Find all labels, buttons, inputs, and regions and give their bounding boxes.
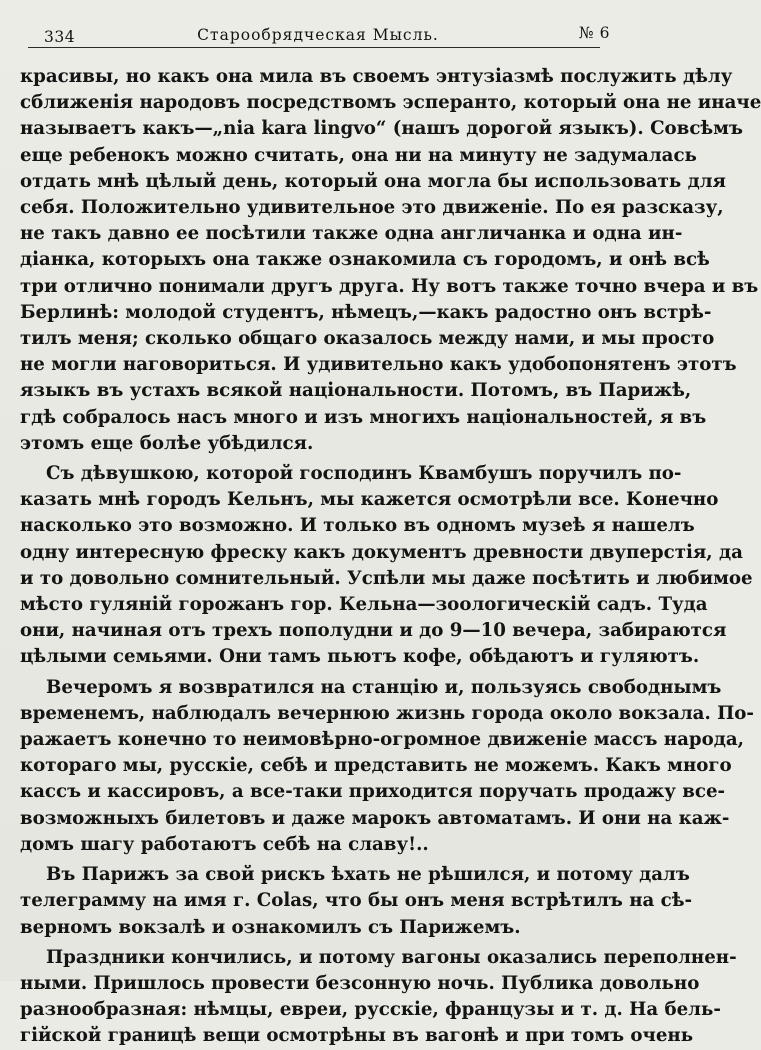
text-line: домъ шагу работаютъ себѣ на славу!.. [20,833,429,855]
text-line: гійской границѣ вещи осмотрѣны въ вагонѣ и при томъ очень [20,1025,694,1047]
text-line: красивы, но какъ она мила въ своемъ энтузіазмѣ послужить дѣлу [20,66,733,87]
paragraph [20,862,693,941]
text-line: называетъ какъ—„nia kara lingvo“ (нашъ дорогой языкъ). Совсѣмъ [20,118,743,140]
text-line: сближенія народовъ посредствомъ эсперанто, который она не иначе [20,92,761,114]
text-line: цѣлыми семьями. Они тамъ пьютъ кофе, обѣдаютъ и гуляютъ. [20,646,700,668]
text-line: верномъ вокзалѣ и ознакомилъ съ Парижемъ. [20,916,521,938]
running-header [26,22,610,48]
issue-number: № 6 [579,24,610,42]
text-line: временемъ, наблюдалъ вечернюю жизнь города около вокзала. По- [20,702,754,724]
text-line: языкъ въ устахъ всякой національности. Потомъ, въ Парижѣ, [20,380,692,402]
text-line: насколько это возможно. И только въ одномъ музеѣ я нашелъ [20,515,695,537]
text-line: Вечеромъ я возвратился на станцію и, пользуясь свободнымъ [46,676,722,698]
text-line: этомъ еще болѣе убѣдился. [20,432,314,454]
text-line: казать мнѣ городъ Кельнъ, мы кажется осмотрѣли все. Конечно [20,489,719,511]
paragraph [20,461,753,671]
text-line: возможныхъ билетовъ и даже марокъ автоматамъ. И они на каж- [20,807,730,829]
page-number: 334 [44,28,76,46]
header-rule [28,47,600,48]
text-line: кассъ и кассировъ, а все-таки приходится поручать продажу все- [20,781,726,803]
text-line: Праздники кончились, и потому вагоны оказались переполнен- [46,946,737,968]
text-line: отдать мнѣ цѣлый день, который она могла бы использовать для [20,170,726,192]
journal-title: Старообрядческая Мысль. [197,26,439,44]
text-line: и то довольно сомнительный. Успѣли мы даже посѣтить и любимое [20,567,753,589]
text-line: они, начиная отъ трехъ пополудни и до 9—10 вечера, забираются [20,620,727,642]
text-line: діанка, которыхъ она также ознакомила съ городомъ, и онѣ всѣ [20,249,710,271]
text-line: тилъ меня; сколько общаго оказалось между нами, и мы просто [20,328,715,350]
text-line: Въ Парижъ за свой рискъ ѣхать не рѣшился, и потому далъ [46,864,690,886]
text-line: еще ребенокъ можно считать, она ни на минуту не задумалась [20,144,697,166]
paragraph [20,945,737,1050]
text-line: котораго мы, русскіе, себѣ и представить не можемъ. Какъ много [20,755,732,777]
article-body [20,64,761,1050]
text-line: телеграмму на имя г. Colas, что бы онъ меня встрѣтилъ на сѣ- [20,890,693,912]
text-line: Съ дѣвушкою, которой господинъ Квамбушъ поручилъ по- [46,463,682,485]
text-line: ражаетъ конечно то неимовѣрно-огромное движеніе массъ народа, [20,729,744,751]
text-line: не такъ давно ее посѣтили также одна англичанка и одна ин- [20,223,683,245]
text-line: себя. Положительно удивительное это движеніе. По ея разсказу, [20,197,724,219]
text-line: гдѣ собралось насъ много и изъ многихъ національностей, я въ [20,406,707,428]
text-line: разнообразная: нѣмцы, евреи, русскіе, французы и т. д. На бель- [20,999,721,1021]
text-line: ными. Пришлось провести безсонную ночь. Публика довольно [20,972,700,994]
text-line: Берлинѣ: молодой студентъ, нѣмецъ,—какъ радостно онъ встрѣ- [20,301,712,323]
paragraph [20,64,761,457]
text-line: одну интересную фреску какъ документъ древности двуперстія, да [20,541,743,563]
text-line: не могли наговориться. И удивительно какъ удобопонятенъ этотъ [20,354,737,376]
text-line: мѣсто гуляній горожанъ гор. Кельна—зоологическій садъ. Туда [20,594,708,616]
text-line: три отлично понимали другъ друга. Ну вотъ также точно вчера и въ [20,275,759,297]
paragraph [20,675,754,858]
